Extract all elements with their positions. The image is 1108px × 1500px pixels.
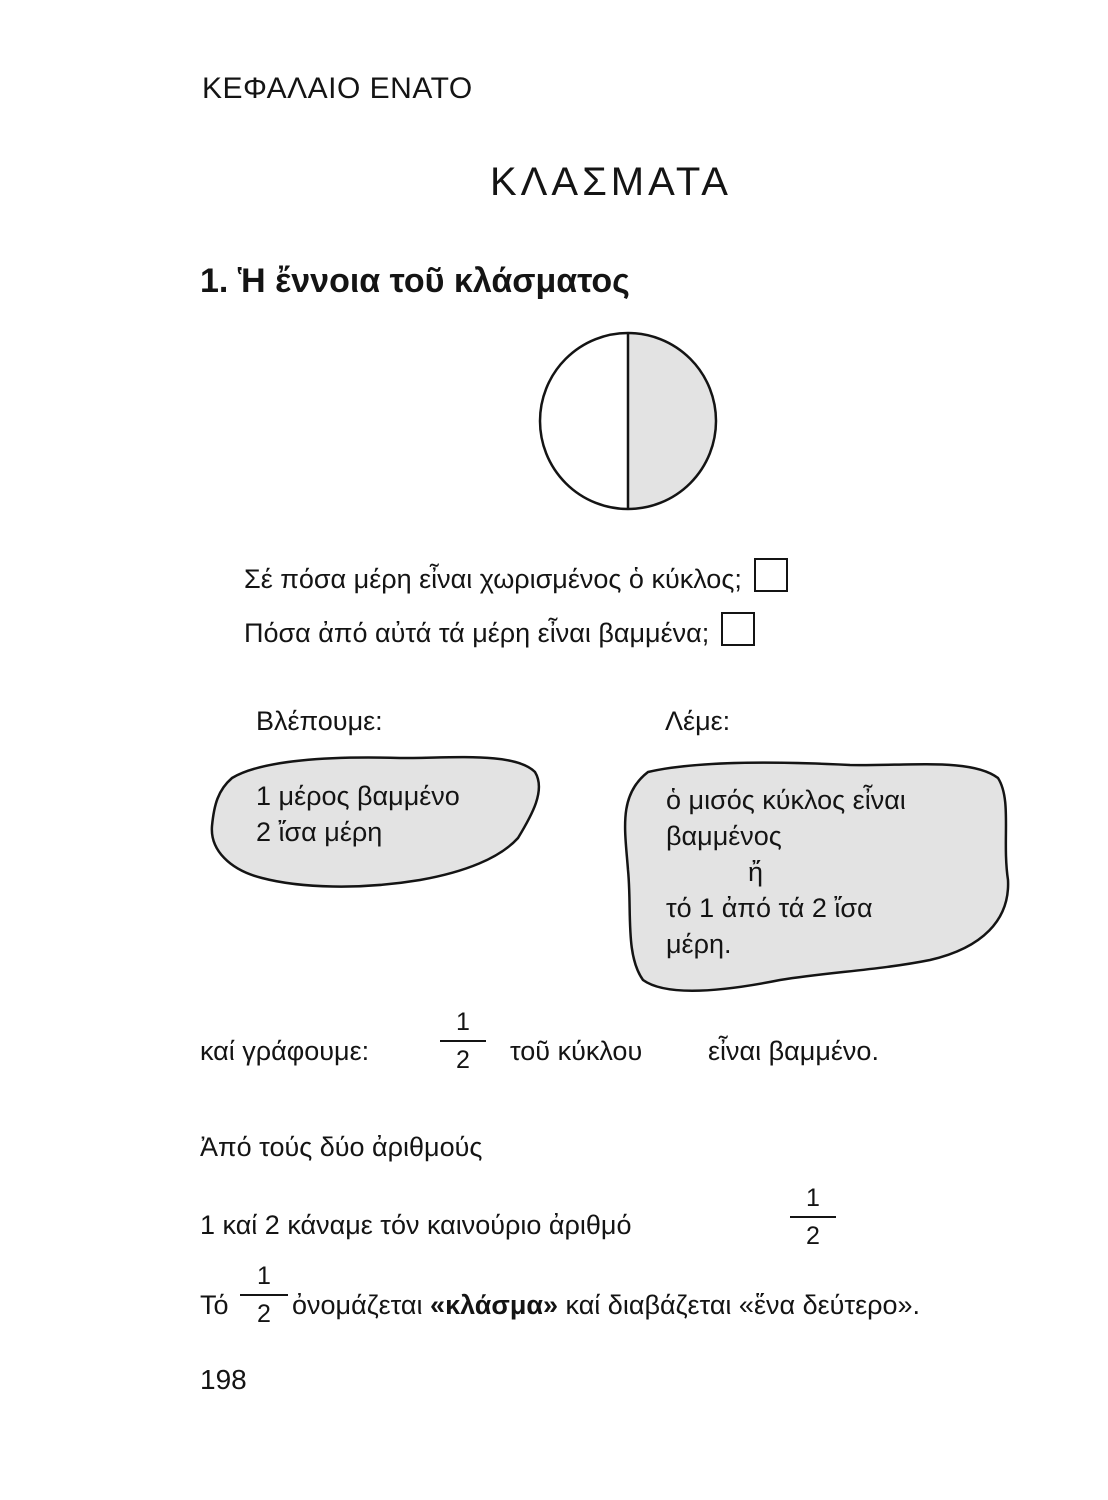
we-see-label: Βλέπουμε:	[256, 706, 383, 736]
circle-shaded-half	[628, 333, 716, 509]
fraction-one-half-2	[790, 1184, 836, 1250]
half-shaded-circle	[540, 333, 716, 509]
right-cloud-line: μέρη.	[666, 929, 732, 959]
chapter-label: ΚΕΦΑΛΑΙΟ ΕΝΑΤΟ	[202, 72, 473, 105]
explanation-line-3-end: καί διαβάζεται «ἕνα δεύτερο».	[565, 1290, 921, 1320]
question-1	[244, 558, 788, 595]
left-cloud-line: 1 μέρος βαμμένο	[256, 781, 460, 811]
explanation-line-2: 1 καί 2 κάναμε τόν καινούριο ἀριθμό	[200, 1210, 632, 1240]
fraction-bar	[790, 1216, 836, 1218]
section-heading: 1. Ἡ ἔννοια τοῦ κλάσματος	[200, 262, 630, 300]
explanation-line-3	[292, 1290, 920, 1321]
fraction-denominator: 2	[806, 1222, 820, 1250]
fraction-numerator: 1	[257, 1262, 271, 1290]
question-2-text: Πόσα ἀπό αὐτά τά μέρη εἶναι βαμμένα;	[244, 618, 710, 648]
fraction-one-half	[440, 1008, 486, 1074]
right-cloud-line: ὁ μισός κύκλος εἶναι	[666, 785, 906, 815]
write-tail: εἶναι βαμμένο.	[708, 1036, 879, 1066]
write-lead: καί γράφουμε:	[200, 1036, 370, 1066]
right-cloud-line: ἤ	[748, 857, 764, 887]
explanation-line-1: Ἀπό τούς δύο ἀριθμούς	[200, 1132, 483, 1162]
we-say-label: Λέμε:	[665, 706, 731, 736]
page-number: 198	[200, 1364, 247, 1395]
right-cloud-line: τό 1 ἀπό τά 2 ἴσα	[666, 893, 873, 923]
fraction-bar	[440, 1040, 486, 1042]
right-cloud-text	[666, 782, 906, 962]
left-cloud-line: 2 ἴσα μέρη	[256, 817, 383, 847]
page-title: ΚΛΑΣΜΑΤΑ	[490, 160, 732, 204]
fraction-denominator: 2	[456, 1046, 470, 1074]
fraction-one-half-3	[240, 1262, 288, 1328]
explanation-line-3-start: Τό	[200, 1290, 229, 1320]
right-cloud-line: βαμμένος	[666, 821, 782, 851]
explanation-line-3-mid: ὀνομάζεται	[292, 1290, 423, 1320]
fraction-numerator: 1	[806, 1184, 820, 1212]
fraction-denominator: 2	[257, 1300, 271, 1328]
fraction-numerator: 1	[456, 1008, 470, 1036]
answer-box-2[interactable]	[721, 612, 755, 646]
question-2	[244, 612, 755, 649]
fraction-bar	[240, 1294, 288, 1296]
left-cloud-text	[256, 778, 460, 850]
term-klasma: «κλάσμα»	[430, 1290, 559, 1320]
answer-box-1[interactable]	[754, 558, 788, 592]
write-middle: τοῦ κύκλου	[510, 1036, 643, 1066]
question-1-text: Σέ πόσα μέρη εἶναι χωρισμένος ὁ κύκλος;	[244, 564, 742, 594]
